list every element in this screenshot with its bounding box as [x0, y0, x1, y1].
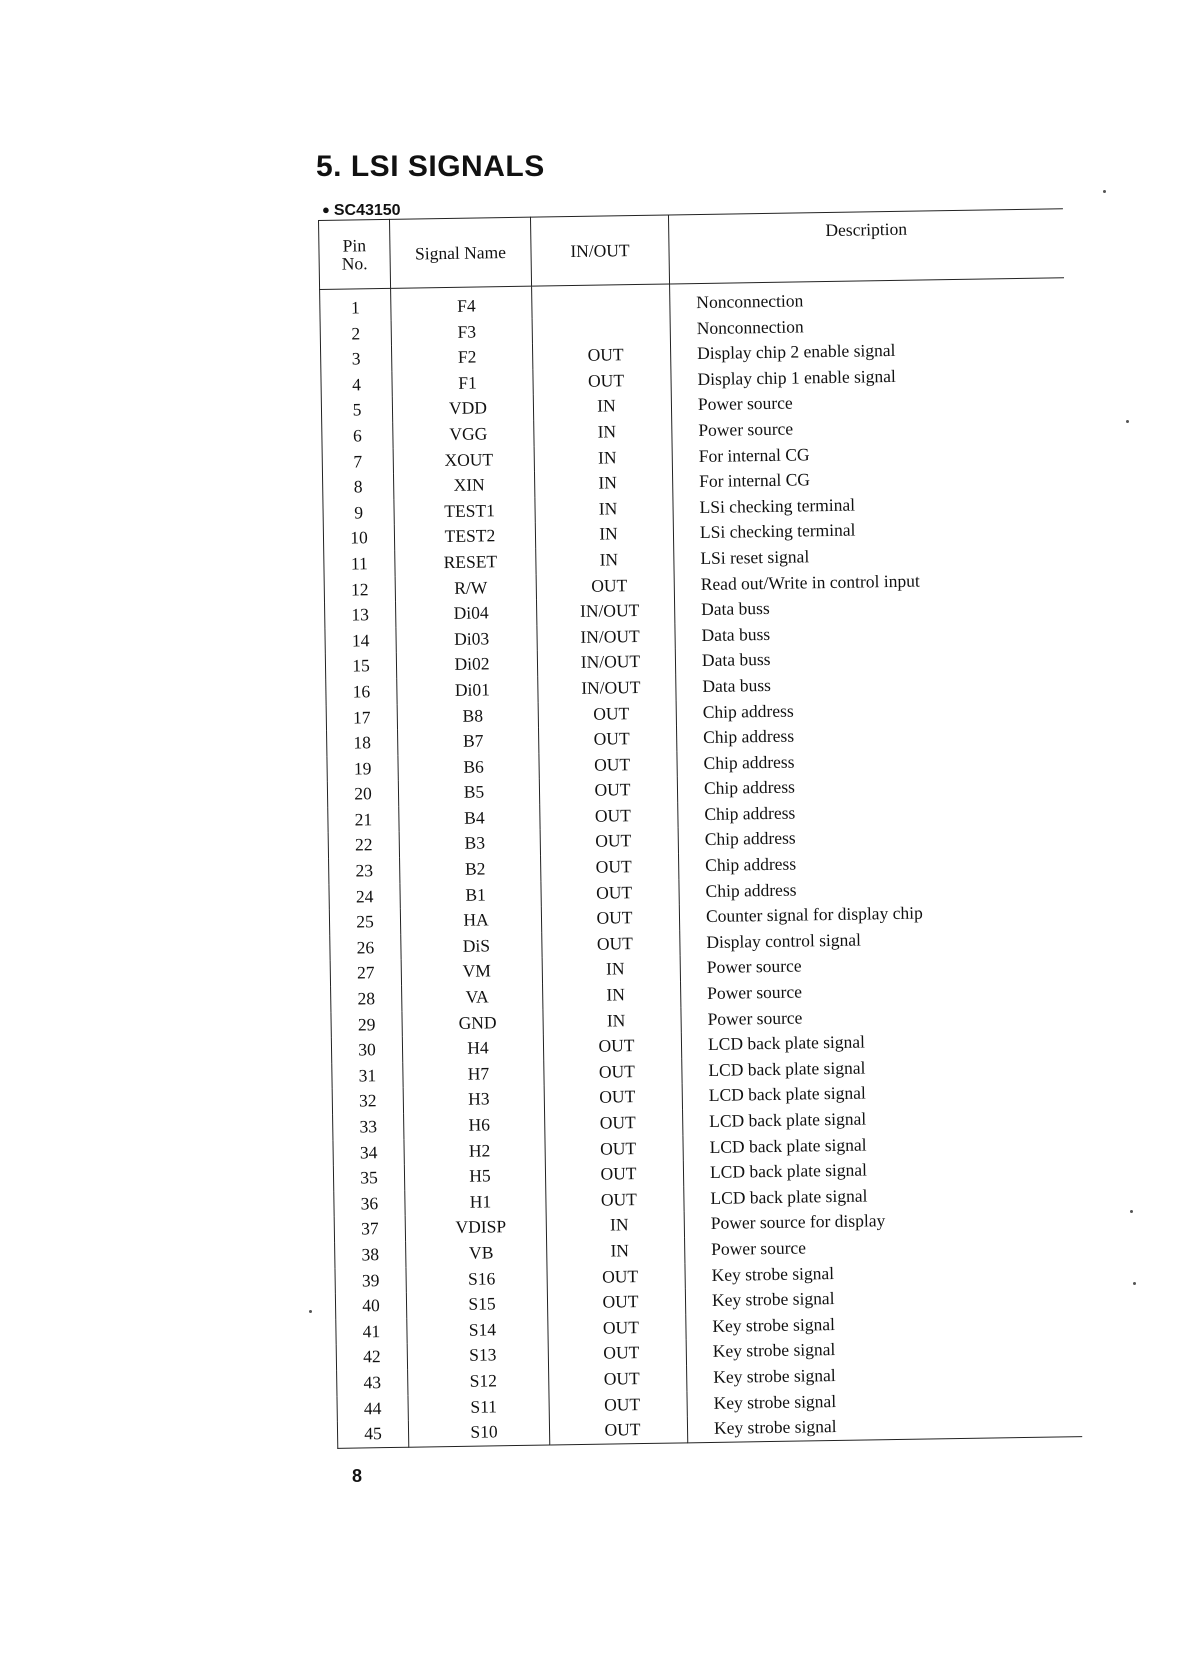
pin-cell: 36 — [334, 1191, 405, 1218]
signal-name-cell: TEST2 — [394, 523, 535, 551]
pin-cell: 10 — [323, 525, 394, 552]
signal-name-cell: H3 — [403, 1086, 544, 1114]
signal-name-cell: H7 — [403, 1060, 544, 1088]
description-cell: Nonconnection — [696, 315, 804, 338]
description-cell: Key strobe signal — [713, 1364, 836, 1387]
header-pin-no — [319, 219, 391, 289]
pin-cell: 2 — [320, 320, 391, 347]
pin-cell: 38 — [335, 1242, 406, 1269]
signal-name-cell: F2 — [391, 344, 532, 372]
description-cell: Key strobe signal — [711, 1262, 835, 1285]
pin-cell: 1 — [320, 288, 391, 321]
in-out-cell: OUT — [544, 1084, 682, 1112]
in-out-cell: OUT — [541, 853, 679, 881]
in-out-cell: OUT — [538, 700, 676, 728]
bullet-icon: ● — [322, 202, 330, 217]
description-cell: Counter signal for display chip — [705, 902, 923, 927]
signal-name-cell: RESET — [395, 549, 536, 577]
description-cell: Power source — [706, 955, 802, 978]
description-cell: LSi checking terminal — [699, 519, 856, 543]
pin-cell: 44 — [337, 1395, 408, 1422]
signal-name-cell: S13 — [407, 1342, 548, 1370]
signal-name-cell: DiS — [401, 932, 542, 960]
description-cell: Data buss — [702, 674, 772, 696]
in-out-cell: IN — [534, 418, 672, 446]
pin-cell: 4 — [321, 372, 392, 399]
description-cell: LSi checking terminal — [699, 494, 856, 517]
in-out-cell: OUT — [547, 1263, 685, 1291]
description-cell: Data buss — [701, 623, 771, 645]
in-out-cell: IN — [533, 393, 671, 421]
description-cell: Data buss — [701, 598, 770, 620]
signal-name-cell: Di01 — [397, 677, 538, 705]
pin-cell: 17 — [326, 704, 397, 731]
description-cell: Power source — [698, 418, 794, 441]
in-out-cell: OUT — [536, 572, 674, 600]
pin-cell: 6 — [322, 423, 393, 450]
description-cell: LCD back plate signal — [708, 1082, 866, 1106]
signal-name-cell: TEST1 — [394, 497, 535, 525]
header-in-out: IN/OUT — [530, 215, 669, 286]
signal-name-cell: H1 — [405, 1188, 546, 1216]
in-out-cell: OUT — [539, 751, 677, 779]
scan-speck — [309, 1310, 312, 1313]
pin-cell: 16 — [326, 679, 397, 706]
in-out-cell: OUT — [539, 726, 677, 754]
signal-name-cell: S15 — [406, 1291, 547, 1319]
pin-cell: 29 — [331, 1011, 402, 1038]
signal-name-cell: S16 — [406, 1265, 547, 1293]
signal-name-cell: R/W — [395, 574, 536, 602]
scan-speck — [1126, 420, 1129, 423]
pin-cell: 34 — [333, 1139, 404, 1166]
signal-name-cell: GND — [402, 1009, 543, 1037]
signal-name-cell: Di04 — [396, 600, 537, 628]
in-out-cell: OUT — [549, 1416, 687, 1444]
in-out-cell: OUT — [548, 1314, 686, 1342]
description-cell: Power source — [711, 1237, 807, 1259]
description-cell: Chip address — [703, 751, 795, 773]
in-out-cell: OUT — [540, 828, 678, 856]
pin-cell: 42 — [336, 1344, 407, 1371]
description-cell: Chip address — [704, 802, 796, 824]
in-out-cell: IN/OUT — [538, 674, 676, 702]
pin-cell: 37 — [334, 1216, 405, 1243]
pin-cell: 39 — [335, 1267, 406, 1294]
signal-name-cell: HA — [400, 907, 541, 935]
signal-name-cell: S12 — [408, 1367, 549, 1395]
in-out-cell: IN — [543, 981, 681, 1009]
signal-name-cell: Di02 — [396, 651, 537, 679]
pin-cell: 9 — [323, 500, 394, 527]
signal-name-cell: H4 — [402, 1035, 543, 1063]
signal-name-cell: H6 — [404, 1112, 545, 1140]
in-out-cell — [532, 316, 670, 344]
description-cell: Chip address — [705, 879, 797, 901]
signal-name-cell: B7 — [398, 728, 539, 756]
in-out-cell: OUT — [539, 777, 677, 805]
pin-cell: 40 — [335, 1293, 406, 1320]
description-cell: LCD back plate signal — [708, 1057, 866, 1080]
in-out-cell: OUT — [541, 879, 679, 907]
pin-cell: 30 — [331, 1037, 402, 1064]
in-out-cell: OUT — [542, 930, 680, 958]
in-out-cell: OUT — [546, 1186, 684, 1214]
signal-name-cell: F1 — [392, 369, 533, 397]
in-out-cell: IN/OUT — [537, 623, 675, 651]
header-description: Description — [668, 209, 1064, 284]
description-cell: Display control signal — [706, 929, 862, 952]
signal-name-cell: VDD — [392, 395, 533, 423]
pin-cell: 11 — [324, 551, 395, 578]
pin-cell: 45 — [337, 1421, 408, 1448]
signal-name-cell: B5 — [398, 779, 539, 807]
description-cell: LCD back plate signal — [710, 1185, 868, 1208]
pin-cell: 24 — [329, 883, 400, 910]
pin-cell: 27 — [330, 960, 401, 987]
signal-name-cell: VA — [402, 984, 543, 1012]
header-pin-line2: No. — [341, 253, 368, 274]
pin-cell: 14 — [325, 628, 396, 655]
description-cell: Chip address — [702, 700, 794, 722]
description-cell: LSi reset signal — [700, 546, 810, 568]
in-out-cell: OUT — [543, 1033, 681, 1061]
description-cell: Power source — [707, 1007, 803, 1029]
in-out-cell: OUT — [540, 802, 678, 830]
description-cell: Chip address — [705, 853, 797, 876]
pin-cell: 15 — [325, 653, 396, 680]
pin-cell: 32 — [332, 1088, 403, 1115]
description-cell: Nonconnection — [696, 290, 804, 313]
description-cell: LCD back plate signal — [709, 1134, 867, 1157]
in-out-cell: OUT — [541, 905, 679, 933]
pin-cell: 20 — [327, 781, 398, 808]
description-cell: Display chip 1 enable signal — [697, 365, 896, 389]
description-cell: Display chip 2 enable signal — [696, 340, 896, 364]
in-out-cell: IN — [534, 470, 672, 498]
in-out-cell: IN — [542, 956, 680, 984]
description-cell: LCD back plate signal — [709, 1159, 868, 1183]
in-out-cell: OUT — [532, 342, 670, 370]
signal-name-cell: VDISP — [405, 1214, 546, 1242]
in-out-cell: IN — [547, 1237, 685, 1265]
scan-speck — [1103, 190, 1106, 193]
in-out-cell: OUT — [547, 1289, 685, 1317]
description-cell: LCD back plate signal — [709, 1108, 867, 1131]
table-header — [319, 209, 1064, 290]
chip-name: SC43150 — [333, 202, 401, 219]
pin-cell: 25 — [329, 909, 400, 936]
in-out-cell: OUT — [549, 1391, 687, 1419]
in-out-cell: IN/OUT — [537, 649, 675, 677]
signal-name-cell: B4 — [399, 804, 540, 832]
description-cell: Chip address — [703, 776, 796, 799]
description-cell: Chip address — [703, 725, 795, 748]
page-title: 5. LSI SIGNALS — [316, 150, 545, 183]
pin-cell: 8 — [323, 474, 394, 501]
signal-name-cell: B1 — [400, 881, 541, 909]
description-cell: Read out/Write in control input — [700, 570, 920, 594]
signal-name-cell: VGG — [393, 421, 534, 449]
pin-cell: 3 — [320, 346, 391, 373]
signal-name-cell: H5 — [404, 1163, 545, 1191]
header-row — [319, 209, 1064, 290]
signal-name-cell: B3 — [399, 830, 540, 858]
in-out-cell: OUT — [545, 1135, 683, 1163]
signal-name-cell: F4 — [391, 286, 532, 320]
in-out-cell: OUT — [545, 1109, 683, 1137]
description-cell: Power source — [707, 981, 803, 1004]
in-out-cell: IN — [535, 495, 673, 523]
pin-cell: 7 — [322, 448, 393, 475]
table-body — [320, 278, 1083, 1448]
signal-name-cell: XOUT — [393, 446, 534, 474]
in-out-cell: IN — [546, 1212, 684, 1240]
pin-cell: 33 — [333, 1114, 404, 1141]
pin-cell: 22 — [328, 832, 399, 859]
in-out-cell: IN — [534, 444, 672, 472]
pin-cell: 35 — [333, 1165, 404, 1192]
page-number: 8 — [352, 1466, 363, 1486]
in-out-cell: OUT — [533, 367, 671, 395]
signal-name-cell: B8 — [397, 702, 538, 730]
signal-name-cell: Di03 — [396, 625, 537, 653]
scan-speck — [1130, 1210, 1133, 1213]
description-cell: Data buss — [701, 649, 771, 671]
signal-name-cell: H2 — [404, 1137, 545, 1165]
pin-cell: 21 — [328, 807, 399, 834]
description-cell: Power source for display — [710, 1210, 886, 1234]
scan-speck — [1133, 1282, 1136, 1285]
in-out-cell: OUT — [549, 1365, 687, 1393]
pin-cell: 13 — [325, 602, 396, 629]
pin-cell: 5 — [321, 397, 392, 424]
in-out-cell: IN — [543, 1007, 681, 1035]
signal-name-cell: S10 — [408, 1419, 549, 1447]
signal-name-cell: F3 — [391, 318, 532, 346]
in-out-cell: IN — [535, 521, 673, 549]
description-cell: LCD back plate signal — [707, 1031, 866, 1055]
description-cell: Key strobe signal — [687, 1410, 1082, 1442]
pin-cell: 43 — [337, 1370, 408, 1397]
signal-name-cell: VM — [401, 958, 542, 986]
signal-name-cell: XIN — [393, 472, 534, 500]
in-out-cell: OUT — [544, 1058, 682, 1086]
pin-cell: 28 — [331, 986, 402, 1013]
signal-name-cell: B6 — [398, 753, 539, 781]
signal-table — [318, 208, 1082, 1448]
description-cell: Chip address — [704, 828, 796, 850]
header-signal-name: Signal Name — [389, 217, 531, 288]
pin-cell: 26 — [330, 935, 401, 962]
pin-cell: 23 — [329, 858, 400, 885]
in-out-cell: IN — [536, 546, 674, 574]
description-cell: Key strobe signal — [711, 1288, 835, 1311]
pin-cell: 18 — [327, 730, 398, 757]
pin-cell: 31 — [332, 1063, 403, 1090]
description-cell: Key strobe signal — [712, 1339, 836, 1362]
signal-name-cell: VB — [406, 1240, 547, 1268]
signal-table-container — [318, 208, 1082, 1448]
signal-name-cell: B2 — [400, 856, 541, 884]
header-pin-line1: Pin — [342, 234, 367, 256]
in-out-cell: OUT — [545, 1161, 683, 1189]
description-cell: Key strobe signal — [712, 1313, 836, 1336]
signal-name-cell: S14 — [407, 1316, 548, 1344]
pin-cell: 19 — [327, 755, 398, 782]
description-cell: Key strobe signal — [713, 1390, 837, 1413]
description-cell: Power source — [697, 392, 793, 415]
description-cell: For internal CG — [698, 469, 811, 492]
signal-name-cell: S11 — [408, 1393, 549, 1421]
in-out-cell — [532, 284, 670, 318]
pin-cell: 41 — [336, 1318, 407, 1345]
in-out-cell: IN/OUT — [536, 598, 674, 626]
in-out-cell: OUT — [548, 1340, 686, 1368]
description-cell: For internal CG — [698, 443, 810, 466]
pin-cell: 12 — [324, 576, 395, 603]
chip-label — [322, 202, 401, 220]
